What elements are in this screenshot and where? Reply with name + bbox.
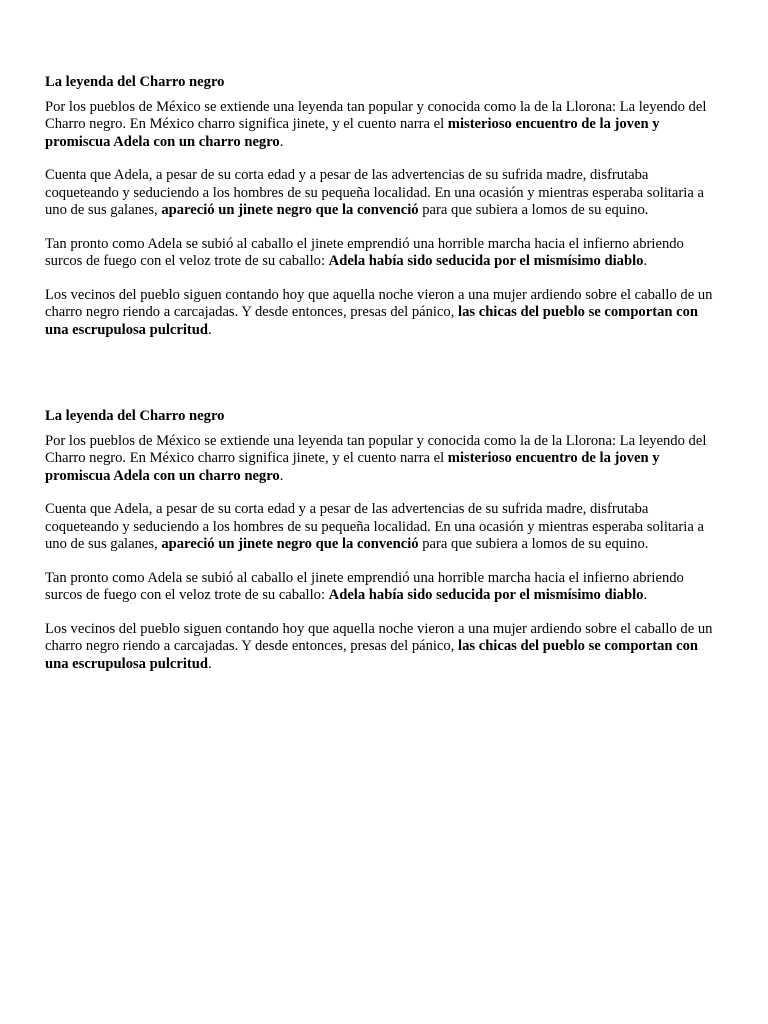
paragraph-ride <box>45 570 721 605</box>
paragraph-emphasis: Adela había sido seducida por el mismísimo diablo <box>328 253 644 269</box>
paragraph-intro <box>45 433 721 486</box>
paragraph-text: . <box>208 655 212 672</box>
section-title: La leyenda del Charro negro <box>45 74 225 90</box>
paragraph-text: Cuenta que Adela, a pesar de su corta edad y a pesar de las advertencias de su sufrida madre, disfrutaba coqueteando y seduciendo a los hombres de su pequeña localidad. En una ocasión y mientras esperaba solitaria a uno de sus galanes, <box>45 501 704 552</box>
paragraph-text: Cuenta que Adela, a pesar de su corta edad y a pesar de las advertencias de su sufrida madre, disfrutaba coqueteando y seduciendo a los hombres de su pequeña localidad. En una ocasión y mientras esperaba solitaria a uno de sus galanes, <box>45 167 704 218</box>
paragraph-ride <box>45 236 721 271</box>
paragraph-neighbors <box>45 287 721 340</box>
paragraph-text: . <box>279 133 284 150</box>
paragraph-emphasis: las chicas del pueblo se comportan con una escrupulosa pulcritud <box>45 304 699 338</box>
paragraph-text: . <box>643 253 648 269</box>
paragraph-emphasis: misterioso encuentro de la joven y promiscua Adela con un charro negro <box>45 116 660 150</box>
paragraph-intro <box>45 99 721 152</box>
paragraph-emphasis: las chicas del pueblo se comportan con una escrupulosa pulcritud <box>45 638 699 672</box>
paragraph-adela <box>45 501 721 554</box>
section-title: La leyenda del Charro negro <box>45 408 225 424</box>
paragraph-text: Tan pronto como Adela se subió al caballo el jinete emprendió una horrible marcha hacia el infierno abriendo surcos de fuego con el veloz trote de su caballo: <box>45 569 684 603</box>
paragraph-neighbors <box>45 621 721 674</box>
paragraph-emphasis: apareció un jinete negro que la convenció <box>161 536 419 552</box>
paragraph-adela <box>45 167 721 220</box>
paragraph-text: . <box>643 587 648 603</box>
paragraph-text: Tan pronto como Adela se subió al caballo el jinete emprendió una horrible marcha hacia el infierno abriendo surcos de fuego con el veloz trote de su caballo: <box>45 235 684 269</box>
paragraph-text: Por los pueblos de México se extiende una leyenda tan popular y conocida como la de la Llorona: La leyendo del Charro negro. En México charro significa jinete, y el cuento narra el <box>45 432 707 466</box>
paragraph-text: para que subiera a lomos de su equino. <box>418 202 649 218</box>
paragraph-text: Los vecinos del pueblo siguen contando hoy que aquella noche vieron a una mujer ardiendo sobre el caballo de un charro negro riendo a carcajadas. Y desde entonces, presas del pánico, <box>45 286 713 320</box>
paragraph-emphasis: apareció un jinete negro que la convenció <box>161 202 419 218</box>
paragraph-text: para que subiera a lomos de su equino. <box>418 536 649 552</box>
paragraph-emphasis: misterioso encuentro de la joven y promiscua Adela con un charro negro <box>45 450 660 484</box>
legend-section-1 <box>45 74 721 355</box>
paragraph-text: . <box>279 467 284 484</box>
legend-section-2 <box>45 408 721 689</box>
paragraph-text: . <box>208 321 212 338</box>
paragraph-emphasis: Adela había sido seducida por el mismísimo diablo <box>328 587 644 603</box>
paragraph-text: Los vecinos del pueblo siguen contando hoy que aquella noche vieron a una mujer ardiendo sobre el caballo de un charro negro riendo a carcajadas. Y desde entonces, presas del pánico, <box>45 620 713 654</box>
paragraph-text: Por los pueblos de México se extiende una leyenda tan popular y conocida como la de la Llorona: La leyendo del Charro negro. En México charro significa jinete, y el cuento narra el <box>45 98 707 132</box>
